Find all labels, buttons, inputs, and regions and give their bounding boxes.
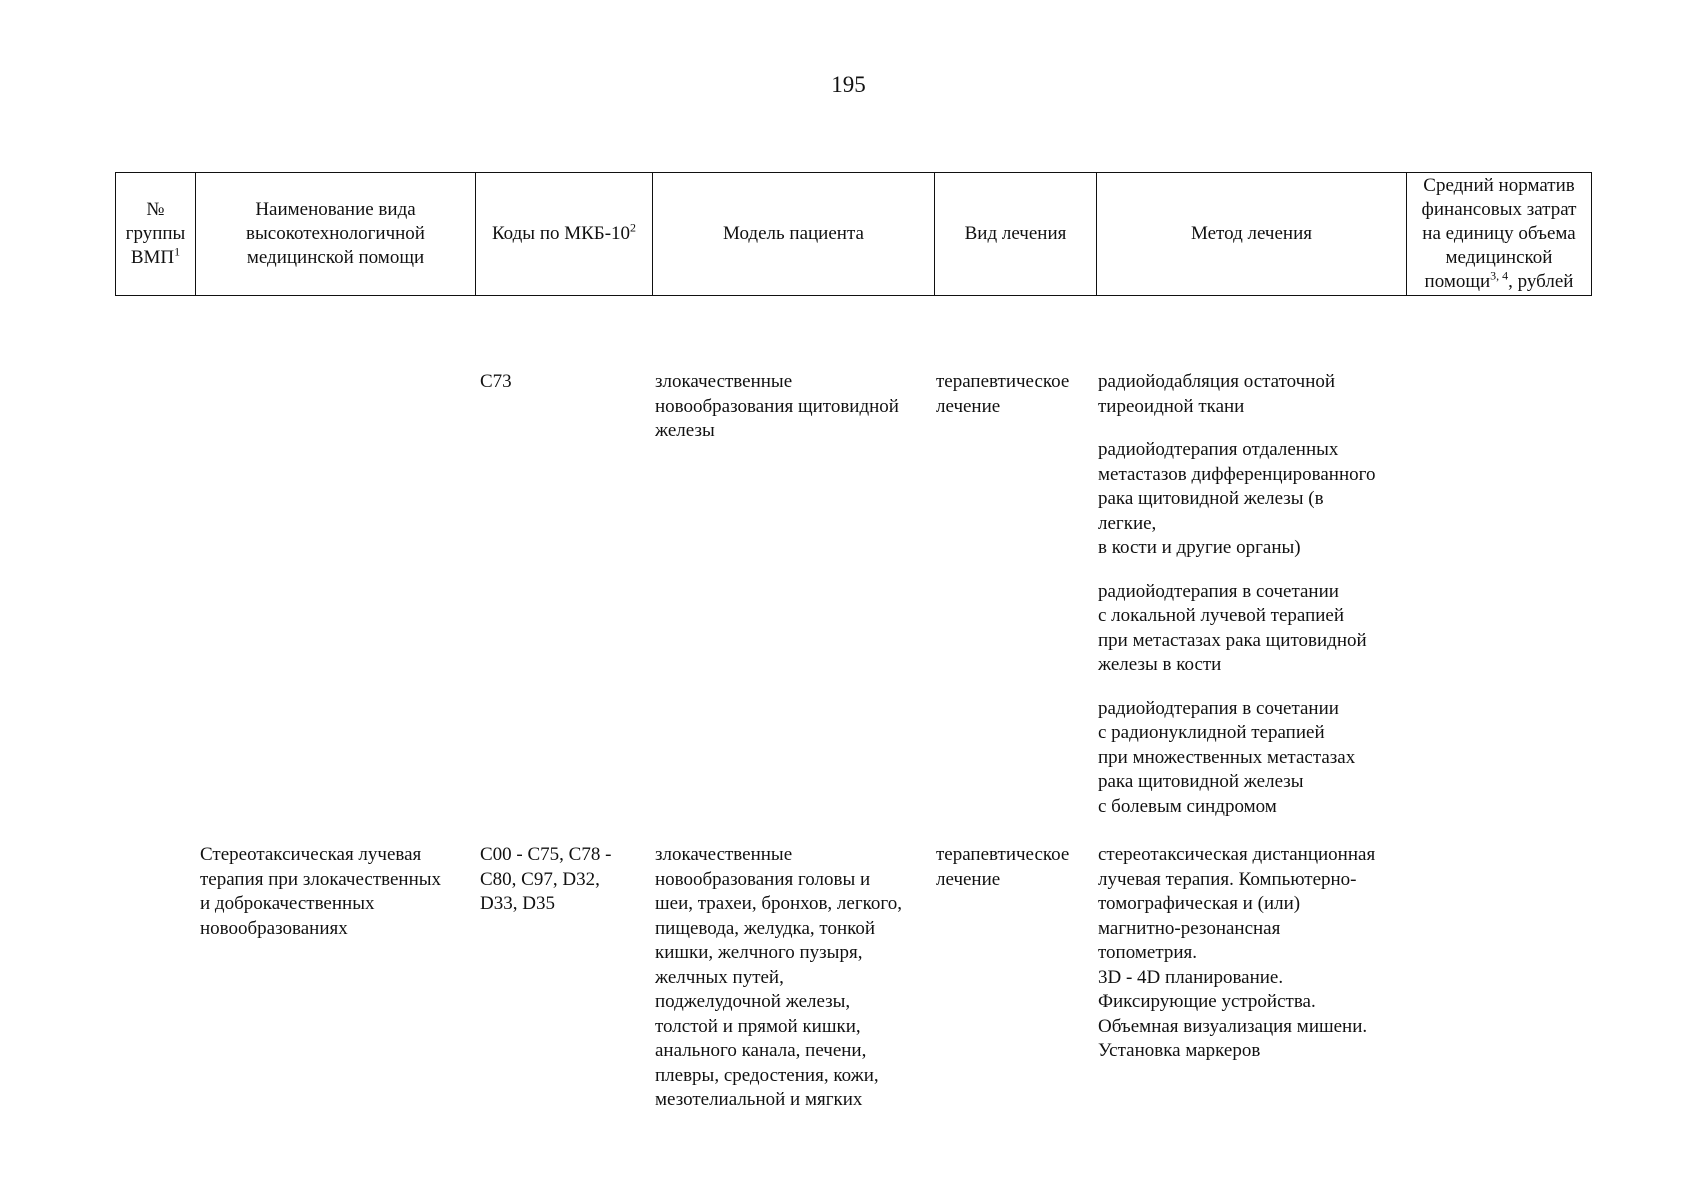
cell-line: анального канала, печени, xyxy=(655,1040,867,1061)
icd-codes-cell xyxy=(480,370,650,395)
cell-line: желчных путей, xyxy=(655,966,784,988)
treatment-type-cell xyxy=(936,843,1096,892)
header-line: Вид лечения xyxy=(964,223,1067,244)
cell-line: новообразования головы и xyxy=(655,868,871,890)
header-line: медицинской xyxy=(1445,247,1553,268)
cell-line: пищевода, желудка, тонкой xyxy=(655,917,876,939)
cell-line: магнитно-резонансная xyxy=(1098,917,1281,939)
cell-line: рака щитовидной железы xyxy=(1098,771,1304,792)
cell-line: терапия при злокачественных xyxy=(200,868,442,890)
cell-line: D33, D35 xyxy=(480,893,555,914)
treatment-method-cell xyxy=(1098,370,1408,838)
method-paragraph xyxy=(1098,843,1408,1064)
header-line: на единицу объема xyxy=(1422,223,1576,244)
cell-line: топометрия. xyxy=(1098,942,1198,963)
cell-line: терапевтическое xyxy=(936,844,1070,865)
header-treatment-method xyxy=(1097,173,1407,296)
cell-line: кишки, желчного пузыря, xyxy=(655,942,863,963)
cell-line: метастазов дифференцированного xyxy=(1098,463,1376,485)
header-line: финансовых затрат xyxy=(1421,199,1577,220)
cell-line: новообразования щитовидной xyxy=(655,395,899,417)
cell-line: железы в кости xyxy=(1098,654,1222,675)
cell-line: радиойодабляция остаточной xyxy=(1098,371,1336,392)
header-line: , рублей xyxy=(1508,271,1574,292)
cell-line: плевры, средостения, кожи, xyxy=(655,1064,879,1086)
cell-line: новообразованиях xyxy=(200,917,348,939)
method-paragraph xyxy=(1098,580,1408,678)
cell-line: Фиксирующие устройства. xyxy=(1098,991,1316,1012)
cell-line: стереотаксическая дистанционная xyxy=(1098,844,1376,865)
header-line: Средний норматив xyxy=(1423,175,1575,196)
page-number: 195 xyxy=(831,72,866,97)
cell-line: C00 - C75, C78 - xyxy=(480,844,612,865)
header-icd-codes xyxy=(476,173,653,296)
cell-line: Стереотаксическая лучевая xyxy=(200,844,422,865)
method-paragraph xyxy=(1098,370,1408,419)
cell-line: и доброкачественных xyxy=(200,893,375,914)
icd-codes-cell xyxy=(480,843,650,917)
cell-line: радиойодтерапия отдаленных xyxy=(1098,439,1339,460)
cell-line: при множественных метастазах xyxy=(1098,746,1356,768)
header-line: высокотехнологичной xyxy=(246,223,425,244)
cell-line: с локальной лучевой терапией xyxy=(1098,605,1345,626)
patient-model-cell xyxy=(655,843,935,1113)
header-group-number xyxy=(116,173,196,296)
header-line: группы xyxy=(125,223,186,244)
cell-line: железы xyxy=(655,420,715,441)
cell-line: с болевым синдромом xyxy=(1098,795,1277,817)
cell-line: Объемная визуализация мишени. xyxy=(1098,1015,1368,1037)
cell-line: томографическая и (или) xyxy=(1098,893,1301,914)
cell-line: C80, C97, D32, xyxy=(480,868,600,890)
cell-line: толстой и прямой кишки, xyxy=(655,1015,861,1037)
footnote-mark: 2 xyxy=(630,220,637,235)
cell-line: лечение xyxy=(936,868,1001,890)
header-line: Модель пациента xyxy=(723,223,864,244)
header-line: помощи xyxy=(1424,271,1491,292)
cell-line: радиойодтерапия в сочетании xyxy=(1098,697,1339,719)
footnote-mark: 3, 4 xyxy=(1490,268,1509,283)
cell-line: легкие, xyxy=(1098,512,1157,534)
cell-line: радиойодтерапия в сочетании xyxy=(1098,580,1339,602)
patient-model-cell xyxy=(655,370,935,444)
cell-line: в кости и другие органы) xyxy=(1098,537,1301,558)
treatment-type-cell xyxy=(936,370,1096,419)
cell-line: поджелудочной железы, xyxy=(655,991,851,1012)
cell-line: злокачественные xyxy=(655,844,793,865)
cell-line: 3D - 4D планирование. xyxy=(1098,966,1284,988)
method-paragraph xyxy=(1098,438,1408,561)
header-line: Метод лечения xyxy=(1190,223,1312,244)
cell-line: терапевтическое xyxy=(936,371,1070,392)
cell-line: тиреоидной ткани xyxy=(1098,395,1245,417)
method-paragraph xyxy=(1098,697,1408,820)
care-type-cell xyxy=(200,843,475,941)
header-treatment-type xyxy=(935,173,1097,296)
cell-line: рака щитовидной железы (в xyxy=(1098,488,1324,509)
cell-line: злокачественные xyxy=(655,371,793,392)
header-line: Наименование вида xyxy=(255,199,416,220)
header-line: медицинской помощи xyxy=(246,247,425,268)
cell-line: Установка маркеров xyxy=(1098,1040,1261,1061)
cell-line: C73 xyxy=(480,371,512,392)
cell-line: лечение xyxy=(936,395,1001,417)
header-line: Коды по МКБ-10 xyxy=(491,223,631,244)
cell-line: мезотелиальной и мягких xyxy=(655,1089,863,1110)
cell-line: лучевая терапия. Компьютерно- xyxy=(1098,868,1357,890)
cell-line: с радионуклидной терапией xyxy=(1098,722,1325,743)
header-line: ВМП xyxy=(130,247,175,268)
header-care-type xyxy=(196,173,476,296)
cell-line: шеи, трахеи, бронхов, легкого, xyxy=(655,893,902,914)
header-cost-standard xyxy=(1407,173,1592,296)
table-header xyxy=(115,172,1592,296)
treatment-method-cell xyxy=(1098,843,1408,1083)
header-patient-model xyxy=(653,173,935,296)
footnote-mark: 1 xyxy=(174,244,181,259)
cell-line: при метастазах рака щитовидной xyxy=(1098,629,1367,651)
header-line: № xyxy=(146,199,165,220)
